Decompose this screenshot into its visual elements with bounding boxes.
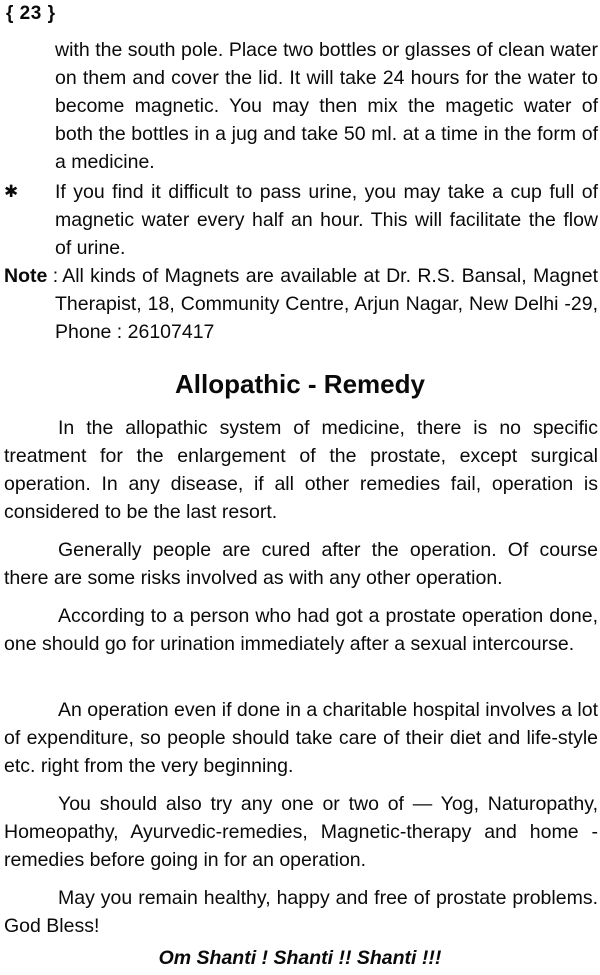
paragraph: You should also try any one or two of — Yog, Naturopathy, Homeopathy, Ayurvedic-remedies, Magnetic-therapy and home -remedies before going in for an operation. xyxy=(4,793,598,871)
paragraph: An operation even if done in a charitable hospital involves a lot of expenditure, so people should take care of their diet and life-style etc. right from the very beginning. xyxy=(4,699,598,777)
paragraph: In the allopathic system of medicine, there is no specific treatment for the enlargement of the prostate, except surgical operation. In any disease, if all other remedies fail, operation is considered to be the last resort. xyxy=(4,417,598,523)
continuation-paragraph: with the south pole. Place two bottles or glasses of clean water on them and cover the lid. It will take 24 hours for the water to become magnetic. You may then mix the magetic water of both the bottles in a jug and take 50 ml. at a time in the form of a medicine. xyxy=(55,39,598,173)
paragraph: Generally people are cured after the operation. Of course there are some risks involved as with any other operation. xyxy=(4,539,598,589)
note-label-word: Note xyxy=(4,265,48,287)
bullet-text: If you find it difficult to pass urine, you may take a cup full of magnetic water every half an hour. This will facilitate the flow of urine. xyxy=(55,181,598,259)
asterisk-bullet-icon: ✱ xyxy=(4,182,19,201)
paragraph: May you remain healthy, happy and free of prostate problems. God Bless! xyxy=(4,887,598,937)
section-heading: Allopathic - Remedy xyxy=(175,369,425,399)
closing-blessing: Om Shanti ! Shanti !! Shanti !!! xyxy=(158,947,442,969)
note-label xyxy=(4,262,58,290)
paragraph: According to a person who had got a prostate operation done, one should go for urination immediately after a sexual intercourse. xyxy=(4,605,598,655)
page-number: { 23 } xyxy=(6,3,56,24)
note-text: All kinds of Magnets are available at Dr. R.S. Bansal, Magnet Therapist, 18, Community Centre, Arjun Nagar, New Delhi -29, Phone : 26107417 xyxy=(55,265,598,343)
note-separator: : xyxy=(47,265,59,287)
